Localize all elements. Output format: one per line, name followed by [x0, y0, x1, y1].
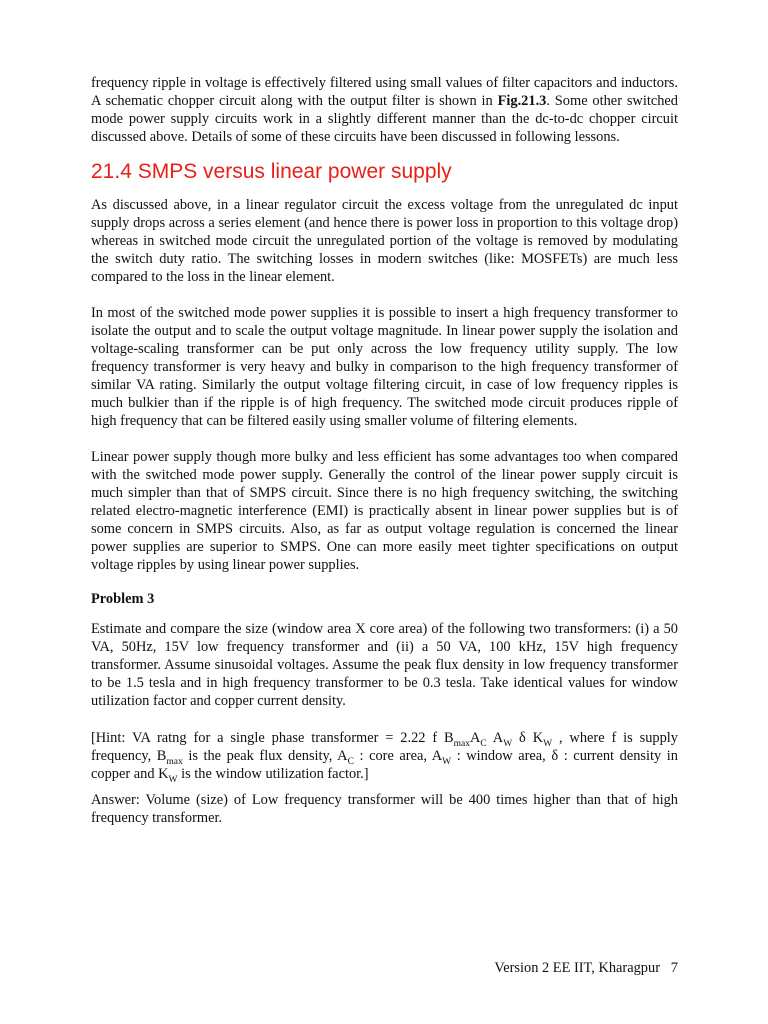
problem-text: Estimate and compare the size (window area X core area) of the following two transformers: (i) a 50 VA, 50Hz, 15V low frequency transformer and (ii) a 50 VA, 100 kHz, 15V high frequency transformer. Assume sinusoidal voltages. Assume the peak flux density in low frequency transformer to be 1.5 tesla and in high frequency transformer to be 0.3 tesla. Take identical values for window utilization factor and copper current density.: [91, 621, 678, 709]
paragraph-advantages: Linear power supply though more bulky and less efficient has some advantages too when compared with the switched mode power supply. Generally the control of the linear power supply circuit is much simpler than that of SMPS circuit. Since there is no high frequency switching, the switching related electro-magnetic interference (EMI) is practically absent in linear power supplies but is of some concern in SMPS circuits. Also, as far as output voltage regulation is concerned the linear power supplies are superior to SMPS. One can more easily meet tighter specifications on output voltage ripples by using linear power supplies.: [91, 449, 678, 573]
intro-paragraph: [91, 74, 678, 146]
page-footer: [480, 960, 678, 977]
page-number: 7: [670, 960, 678, 976]
paragraph-transformer: In most of the switched mode power supplies it is possible to insert a high frequency transformer to isolate the output and to scale the output voltage magnitude. In linear power supply the isolation and voltage-scaling transformer can be put only across the low frequency utility supply. The low frequency transformer is very heavy and bulky in comparison to the high frequency transformer of similar VA rating. Similarly the output voltage filtering circuit, in case of low frequency ripples is much bulkier than if the ripple is of high frequency. The switched mode circuit produces ripple of high frequency that can be filtered easily using smaller volume of filtering elements.: [91, 305, 678, 429]
figure-reference: Fig.21.3: [497, 93, 547, 109]
footer-text: Version 2 EE IIT, Kharagpur: [494, 960, 660, 976]
answer-paragraph: Answer: Volume (size) of Low frequency transformer will be 400 times higher than that of high frequency transformer.: [91, 792, 678, 826]
page-content: [91, 74, 678, 827]
section-heading: 21.4 SMPS versus linear power supply: [91, 160, 452, 183]
problem-title: Problem 3: [91, 591, 155, 607]
paragraph-linear-vs-switched: As discussed above, in a linear regulator circuit the excess voltage from the unregulated dc input supply drops across a series element (and hence there is power loss in proportion to this voltage drop) whereas in switched mode circuit the unregulated portion of the voltage is removed by modulating the switch duty ratio. The switching losses in modern switches (like: MOSFETs) are much less compared to the loss in the linear element.: [91, 197, 678, 285]
hint-paragraph: [Hint: VA ratng for a single phase transformer = 2.22 f $B_{max}A_C$ $A_W$ δ $K_W$ , where f is supply frequency, $B_{max}$ is the peak flux density, $A_C$ : core area, $A_W$ : window area, δ : current density in copper and $K_W$ is the window utilization factor.]: [91, 730, 678, 785]
intro-text-before: frequency ripple in voltage is effectively filtered using small values of filter capacitors and inductors. A schematic chopper circuit along with the output filter is shown in: [91, 75, 678, 109]
intro-text-after: . Some other switched mode power supply circuits work in a slightly different manner than the dc-to-dc chopper circuit discussed above. Details of some of these circuits have been discussed in following lessons.: [91, 93, 678, 145]
